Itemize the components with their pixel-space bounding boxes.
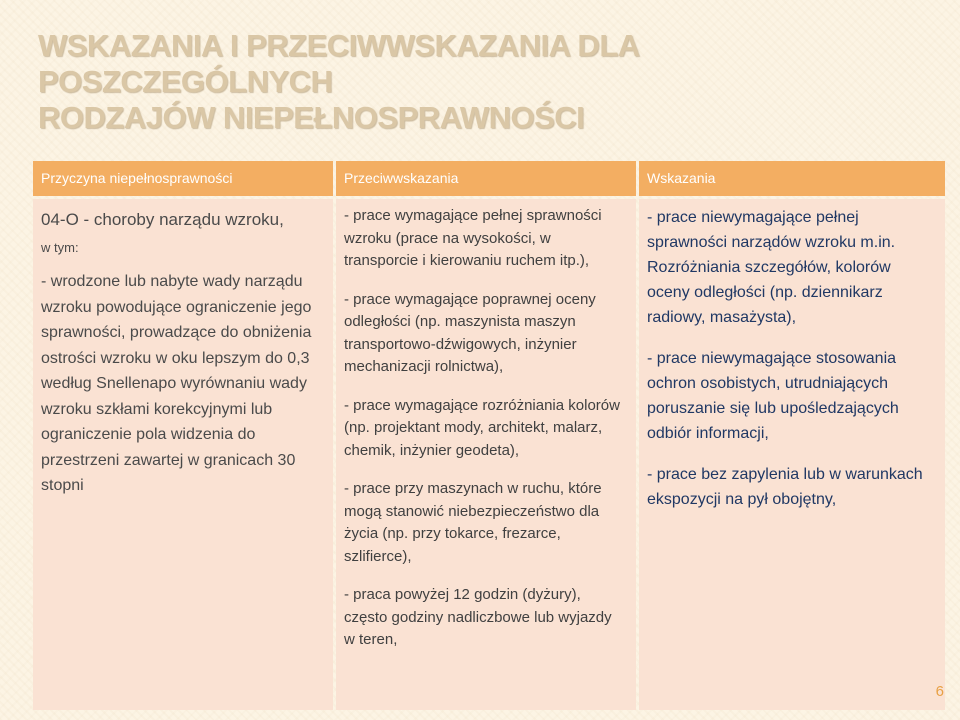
cell-cause bbox=[33, 199, 333, 710]
cause-title: 04-O - choroby narządu wzroku, bbox=[41, 210, 284, 229]
cell-indications bbox=[639, 199, 945, 710]
page-number: 6 bbox=[935, 683, 944, 700]
slide-title bbox=[38, 28, 918, 136]
contraindication-item: - prace wymagające rozróżniania kolorów (np. projektant mody, architekt, malarz, chemik, inżynier geodeta), bbox=[344, 396, 620, 459]
contraindication-item: - praca powyżej 12 godzin (dyżury), często godziny nadliczbowe lub wyjazdy w teren, bbox=[344, 586, 612, 648]
contraindication-item: - prace wymagające poprawnej oceny odległości (np. maszynista maszyn transportowo-dźwigowych, inżynier mechanizacji rolnictwa), bbox=[344, 290, 596, 375]
header-cause: Przyczyna niepełnosprawności bbox=[33, 161, 333, 196]
indication-item: - prace bez zapylenia lub w warunkach ekspozycji na pył obojętny, bbox=[647, 466, 923, 508]
cell-contraindications bbox=[336, 199, 636, 710]
title-line-2: RODZAJÓW NIEPEŁNOSPRAWNOŚCI bbox=[38, 100, 585, 135]
indications-table bbox=[33, 161, 945, 710]
cause-description: - wrodzone lub nabyte wady narządu wzroku powodujące ograniczenie jego sprawności, prowadzące do obniżenia ostrości wzroku w oku lepszym do 0,3 według Snellenapo wyrównaniu wady wzroku szkłami korekcyjnymi lub ograniczenie pola widzenia do przestrzeni zawartej w granicach 30 stopni bbox=[41, 273, 312, 494]
title-line-1: WSKAZANIA I PRZECIWWSKAZANIA DLA POSZCZEGÓLNYCH bbox=[38, 28, 639, 99]
page-title bbox=[38, 28, 918, 136]
cause-subtitle: w tym: bbox=[41, 240, 79, 255]
header-indications: Wskazania bbox=[639, 161, 945, 196]
contraindication-item: - prace przy maszynach w ruchu, które mogą stanowić niebezpieczeństwo dla życia (np. przy tokarce, frezarce, szlifierce), bbox=[344, 480, 602, 565]
indication-item: - prace niewymagające pełnej sprawności narządów wzroku m.in. Rozróżniania szczegółów, kolorów oceny odległości (np. dziennikarz radiowy, masażysta), bbox=[647, 209, 896, 326]
contraindication-item: - prace wymagające pełnej sprawności wzroku (prace na wysokości, w transporcie i kierowaniu ruchem itp.), bbox=[344, 207, 602, 269]
indication-item: - prace niewymagające stosowania ochron osobistych, utrudniających poruszanie się lub upośledzających odbiór informacji, bbox=[647, 350, 899, 442]
header-contraindications: Przeciwwskazania bbox=[336, 161, 636, 196]
